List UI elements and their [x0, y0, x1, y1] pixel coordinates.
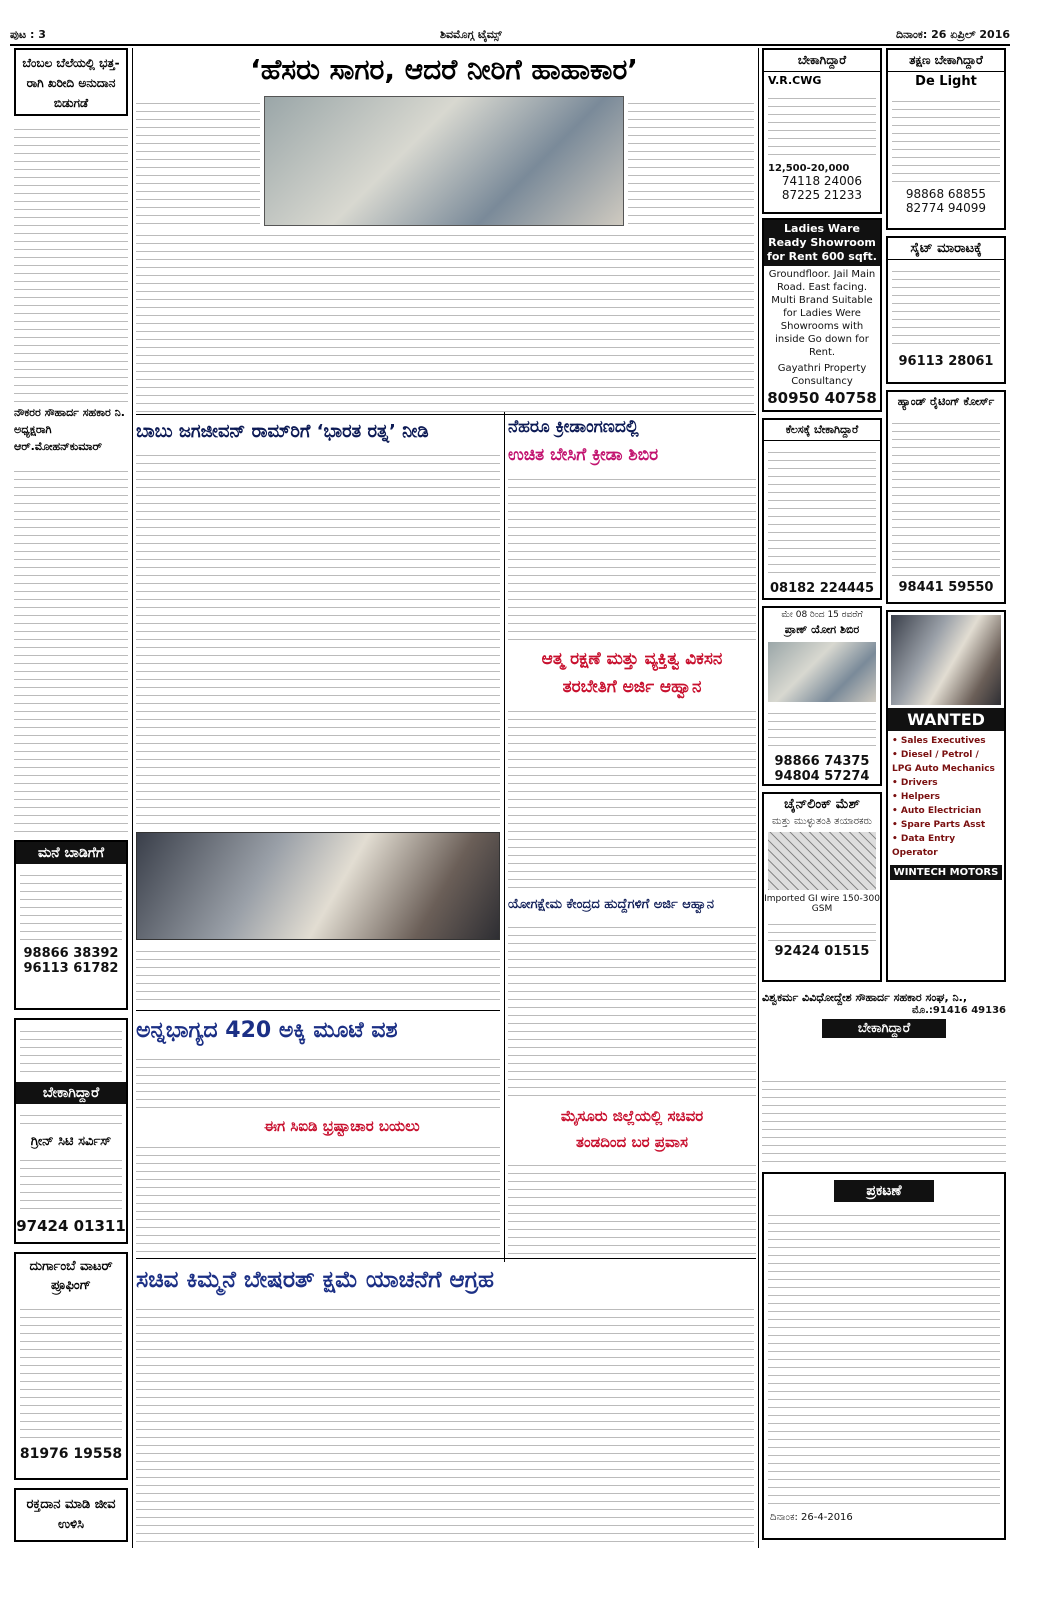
wanted-position-item: • Data Entry Operator [892, 834, 956, 858]
vr-cwg-ad [762, 48, 882, 214]
left-headline-paddy: ಬೆಂಬಲ ಬೆಲೆಯಲ್ಲಿ ಭತ್ತ-ರಾಗಿ ಖರೀದಿ ಅನುದಾನ ಬಿಡುಗಡೆ [22, 56, 120, 110]
jobs-ad [14, 1018, 128, 1244]
kelasa-phone: 08182 224445 [769, 581, 875, 596]
headline-rice-seized: ಅನ್ನಭಾಗ್ಯದ 420 ಅಕ್ಕಿ ಮೂಟೆ ವಶ [136, 1018, 398, 1043]
vr-cwg-title: ಬೇಕಾಗಿದ್ದಾರೆ [764, 50, 880, 72]
ladies-showroom-title: Ladies Ware Ready Showroom for Rent 600 sqft. [764, 220, 880, 266]
vr-cwg-phone-1: 74118 24006 [781, 174, 863, 188]
headline-cid-corruption: ಈಗ ಸಿಐಡಿ ಭ್ರಷ್ಟಾಚಾರ ಬಯಲು [264, 1117, 420, 1135]
bharat-ratna-article [136, 448, 500, 828]
event-photo-caption [136, 944, 500, 1006]
jobs-phone: 97424 01311 [16, 1217, 126, 1235]
wanted-position-item: • Diesel / Petrol / LPG Auto Mechanics [892, 750, 995, 774]
page-number: ಪುಟ : 3 [10, 28, 46, 41]
headline-kimmane-apology: ಸಚಿವ ಕಿಮ್ಮನೆ ಬೇಷರತ್ ಕ್ಷಮೆ ಯಾಚನೆಗೆ ಆಗ್ರಹ [136, 1267, 494, 1293]
wanted-company: WINTECH MOTORS [890, 865, 1002, 880]
urgent-jobs-brand: De Light [915, 74, 977, 89]
lead-photo [264, 96, 624, 226]
chainlink-title: ಚೈನ್‌ಲಿಂಕ್ ಮೆಶ್ [784, 797, 860, 812]
left-headline-box [14, 48, 128, 116]
kelasa-title: ಕೆಲಸಕ್ಕೆ ಬೇಕಾಗಿದ್ದಾರೆ [764, 420, 880, 441]
lead-article-body [136, 228, 754, 412]
lead-article-col1 [136, 96, 260, 226]
wanted-positions-list [888, 731, 1004, 863]
lead-headline: ‘ಹೆಸರು ಸಾಗರ, ಆದರೆ ನೀರಿಗೆ ಹಾಹಾಕಾರ’ [250, 53, 638, 86]
newspaper-name: ಶಿವಮೊಗ್ಗ ಟೈಮ್ಸ್ [439, 28, 502, 41]
page-header [10, 26, 1010, 46]
lead-article-col4 [628, 96, 754, 226]
wanted-title: WANTED [888, 708, 1004, 731]
yogakshema-article [508, 920, 756, 1100]
chainlink-subtitle: ಮತ್ತು ಮುಳ್ಳುತಂತಿ ತಯಾರಕರು [772, 816, 872, 827]
chainlink-phone: 92424 01515 [774, 944, 870, 959]
jobs-ad-title: ಬೇಕಾಗಿದ್ದಾರೆ [16, 1082, 126, 1104]
urgent-jobs-phone-2: 82774 94099 [905, 201, 987, 215]
handwriting-phone: 98441 59550 [898, 580, 994, 595]
yoga-camp-ad [762, 606, 882, 786]
ladies-showroom-contact: Gayathri Property Consultancy [777, 363, 867, 387]
public-notice-date: ದಿನಾಂಕ: 26-4-2016 [770, 1512, 853, 1523]
left-article-text-2 [14, 464, 128, 836]
vehicle-image [891, 615, 1001, 705]
jobs-company: ಗ್ರೀನ್ ಸಿಟಿ ಸರ್ವಿಸ್ [30, 1134, 112, 1149]
nehru-article [508, 472, 756, 642]
rice-article [136, 1052, 500, 1112]
rent-ad-title: ಮನೆ ಬಾಡಿಗೆಗೆ [16, 842, 126, 864]
vr-cwg-company: V.R.CWG [768, 74, 822, 87]
handwriting-ad [886, 390, 1006, 604]
site-sale-ad [886, 236, 1006, 384]
waterproofing-title: ದುರ್ಗಾಂಬೆ ವಾಟರ್ ಪ್ರೂಫಿಂಗ್ [29, 1259, 113, 1293]
vishwakarma-jobs-title: ಬೇಕಾಗಿದ್ದಾರೆ [822, 1019, 946, 1038]
wanted-position-item: • Spare Parts Asst [892, 820, 986, 830]
kimmane-article [136, 1302, 754, 1546]
cid-article [136, 1140, 500, 1252]
handwriting-title: ಹ್ಯಾಂಡ್ ರೈಟಿಂಗ್ ಕೋರ್ಸ್ [897, 395, 995, 408]
headline-yogakshema: ಯೋಗಕ್ಷೇಮ ಕೇಂದ್ರದ ಹುದ್ದೆಗಳಿಗೆ ಅರ್ಜಿ ಆಹ್ವಾನ [508, 897, 715, 912]
headline-nehru-2: ಉಚಿತ ಬೇಸಿಗೆ ಕ್ರೀಡಾ ಶಿಬಿರ [508, 445, 659, 465]
vr-cwg-salary: 12,500-20,000 [768, 163, 850, 174]
yoga-camp-title: ಪ್ರಾಣ್ ಯೋಗ ಶಿಬಿರ [784, 623, 860, 636]
headline-mysore-2: ತಂಡದಿಂದ ಬರ ಪ್ರವಾಸ [576, 1133, 688, 1151]
ladies-showroom-body: Groundfloor. Jail Main Road. East facing. Multi Brand Suitable for Ladies Were Showrooms with inside Go down for Rent. [768, 269, 876, 358]
chainlink-note: Imported GI wire 150-300 GSM [764, 894, 880, 914]
urgent-jobs-title: ತಕ್ಷಣ ಬೇಕಾಗಿದ್ದಾರೆ [888, 50, 1004, 72]
issue-date: ದಿನಾಂಕ: 26 ಏಪ್ರಿಲ್ 2016 [895, 28, 1010, 41]
headline-bharat-ratna: ಬಾಬು ಜಗಜೀವನ್ ರಾಮ್‌ರಿಗೆ ‘ಭಾರತ ರತ್ನ’ ನೀಡಿ [136, 421, 429, 442]
event-photo [136, 832, 500, 940]
vishwakarma-title: ವಿಶ್ವಕರ್ಮ ವಿವಿಧೋದ್ದೇಶ ಸೌಹಾರ್ದ ಸಹಕಾರ ಸಂಘ, ನಿ., [762, 991, 967, 1004]
rent-ad [14, 840, 128, 1010]
ladies-showroom-phone: 80950 40758 [767, 389, 877, 407]
mysore-article [508, 1158, 756, 1258]
vishwakarma-ad [762, 990, 1006, 1070]
headline-mysore-1: ಮೈಸೂರು ಜಿಲ್ಲೆಯಲ್ಲಿ ಸಚಿವರ [560, 1107, 704, 1125]
wanted-position-item: • Helpers [892, 792, 940, 802]
yoga-camp-phone-1: 98866 74375 [774, 754, 870, 769]
site-sale-title: ಸೈಟ್ ಮಾರಾಟಕ್ಕೆ [888, 238, 1004, 260]
yoga-camp-phone-2: 94804 57274 [774, 769, 870, 784]
blood-donation-text: ರಕ್ತದಾನ ಮಾಡಿ ಜೀವ ಉಳಿಸಿ [26, 1497, 116, 1532]
vr-cwg-phone-2: 87225 21233 [781, 188, 863, 202]
yoga-camp-dates: ಮೇ 08 ರಿಂದ 15 ರವರೆಗೆ [781, 610, 863, 620]
ladies-showroom-ad [762, 218, 882, 412]
left-article-text [14, 122, 128, 402]
rent-phone-1: 98866 38392 [23, 946, 119, 961]
chainlink-mesh-image [768, 832, 876, 890]
wanted-position-item: • Auto Electrician [892, 806, 982, 816]
wanted-position-item: • Drivers [892, 778, 938, 788]
self-defence-article [508, 704, 756, 890]
kelasa-ad [762, 418, 882, 600]
chainlink-ad [762, 792, 882, 982]
vishwakarma-phone: ಮೊ.:91416 49136 [911, 1005, 1006, 1016]
wintech-wanted-ad [886, 610, 1006, 982]
site-sale-phone: 96113 28061 [898, 354, 994, 369]
headline-nehru-1: ನೆಹರೂ ಕ್ರೀಡಾಂಗಣದಲ್ಲಿ [508, 417, 639, 437]
urgent-jobs-ad [886, 48, 1006, 230]
urgent-jobs-phone-1: 98868 68855 [905, 187, 987, 201]
wanted-position-item: • Sales Executives [892, 736, 986, 746]
headline-self-defence-1: ಆತ್ಮ ರಕ್ಷಣೆ ಮತ್ತು ವ್ಯಕ್ತಿತ್ವ ವಿಕಸನ [541, 649, 723, 669]
waterproofing-ad [14, 1252, 128, 1480]
headline-self-defence-2: ತರಬೇತಿಗೆ ಅರ್ಜಿ ಆಹ್ವಾನ [562, 677, 702, 697]
public-notice-title: ಪ್ರಕಟಣೆ [834, 1180, 934, 1202]
blood-donation-box [14, 1488, 128, 1542]
rent-phone-2: 96113 61782 [23, 961, 119, 976]
left-headline-employees: ನೌಕರರ ಸೌಹಾರ್ದ ಸಹಕಾರ ನಿ. ಅಧ್ಯಕ್ಷರಾಗಿ ಆರ್.ಮೋಹನ್‌ಕುಮಾರ್ [14, 406, 125, 453]
waterproofing-phone: 81976 19558 [19, 1446, 123, 1462]
public-notice [762, 1172, 1006, 1540]
left-headline-box-2 [14, 404, 128, 460]
vishwakarma-text [762, 1074, 1006, 1164]
